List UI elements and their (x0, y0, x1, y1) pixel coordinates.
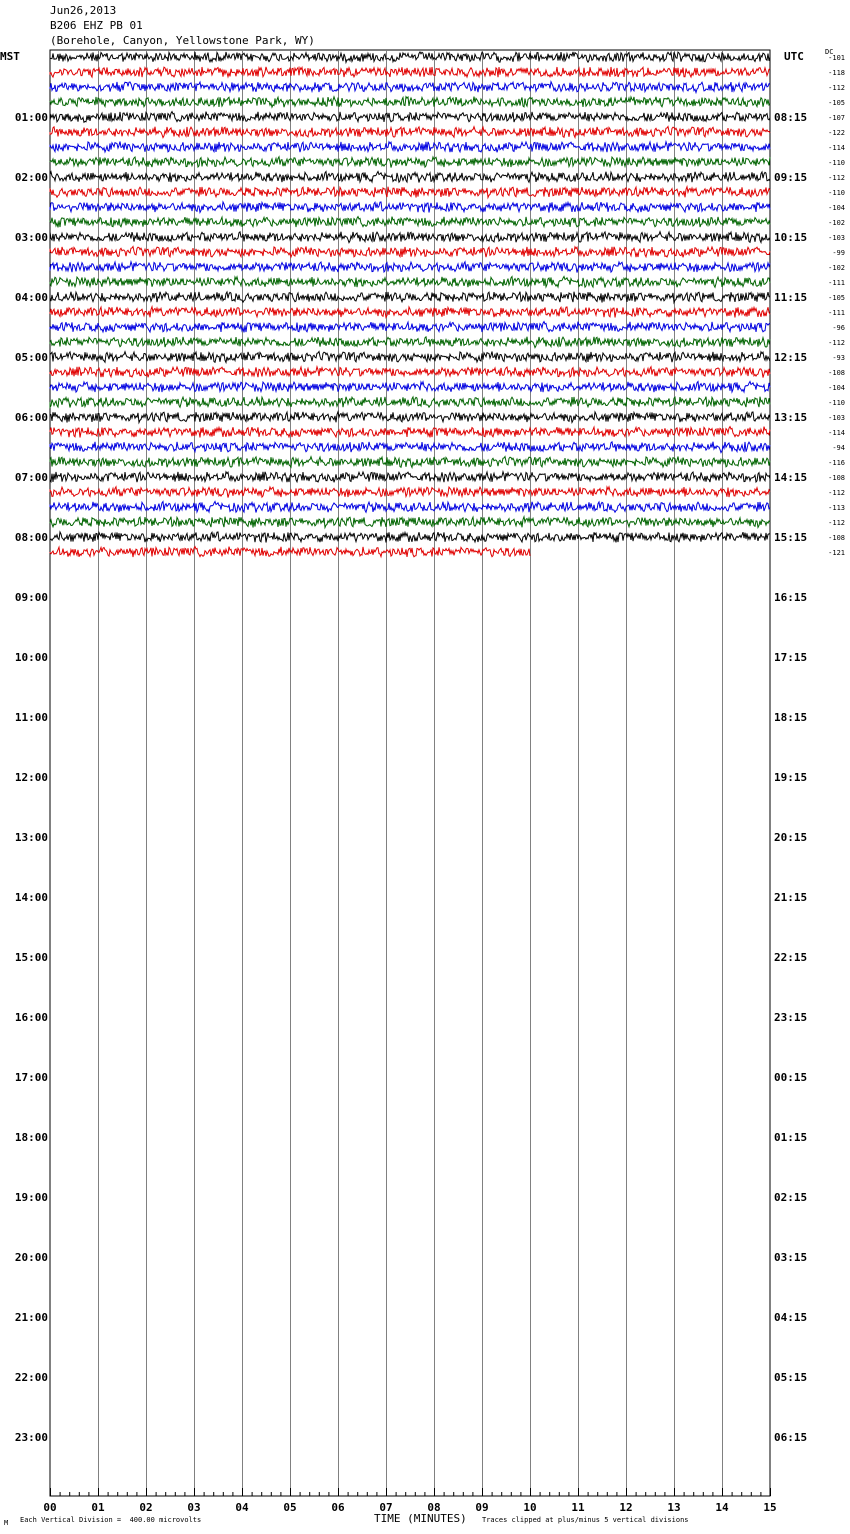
dc-offset-label: -112 (828, 84, 845, 92)
seismic-trace (50, 217, 770, 228)
left-hour-label: 17:00 (14, 1071, 48, 1084)
right-hour-label: 20:15 (774, 831, 808, 844)
right-hour-label: 18:15 (774, 711, 808, 724)
dc-offset-label: -102 (828, 264, 845, 272)
seismic-trace (50, 292, 770, 303)
seismic-trace (50, 382, 770, 393)
left-hour-label: 15:00 (14, 951, 48, 964)
left-hour-label: 01:00 (14, 111, 48, 124)
x-tick-label: 14 (715, 1501, 729, 1514)
seismic-trace (50, 202, 770, 213)
left-hour-label: 10:00 (14, 651, 48, 664)
right-hour-label: 06:15 (774, 1431, 808, 1444)
right-hour-label: 22:15 (774, 951, 808, 964)
right-hour-label: 04:15 (774, 1311, 808, 1324)
dc-offset-label: -108 (828, 369, 845, 377)
right-hour-label: 03:15 (774, 1251, 808, 1264)
dc-offset-label: -110 (828, 159, 845, 167)
dc-offset-label: -112 (828, 174, 845, 182)
left-hour-label: 19:00 (14, 1191, 48, 1204)
dc-offset-header: DC (825, 48, 834, 56)
dc-offset-label: -108 (828, 534, 845, 542)
right-timezone-label: UTC (784, 50, 804, 63)
left-hour-label: 13:00 (14, 831, 48, 844)
dc-offset-label: -108 (828, 474, 845, 482)
logo-mark: M (4, 1519, 9, 1527)
seismic-trace (50, 472, 770, 483)
station-code: B206 EHZ PB 01 (50, 19, 143, 32)
right-hour-label: 14:15 (774, 471, 808, 484)
seismic-trace (50, 517, 770, 528)
left-hour-label: 08:00 (14, 531, 48, 544)
seismic-trace (50, 352, 770, 363)
seismic-trace (50, 427, 770, 438)
dc-offset-label: -111 (828, 279, 845, 287)
x-tick-label: 08 (427, 1501, 441, 1514)
left-hour-label: 14:00 (14, 891, 48, 904)
seismic-trace (50, 262, 770, 273)
left-hour-label: 22:00 (14, 1371, 48, 1384)
x-tick-label: 09 (475, 1501, 489, 1514)
dc-offset-label: -113 (828, 504, 845, 512)
x-tick-label: 11 (571, 1501, 585, 1514)
right-hour-label: 11:15 (774, 291, 808, 304)
seismic-trace (50, 487, 770, 498)
right-hour-label: 10:15 (774, 231, 808, 244)
left-hour-label: 18:00 (14, 1131, 48, 1144)
dc-offset-label: -102 (828, 219, 845, 227)
left-hour-label: 05:00 (14, 351, 48, 364)
right-hour-label: 01:15 (774, 1131, 808, 1144)
x-tick-label: 12 (619, 1501, 633, 1514)
seismic-trace (50, 97, 770, 108)
left-hour-label: 06:00 (14, 411, 48, 424)
seismic-trace (50, 367, 770, 378)
dc-offset-label: -105 (828, 99, 845, 107)
x-tick-label: 06 (331, 1501, 345, 1514)
right-hour-label: 15:15 (774, 531, 808, 544)
x-tick-label: 03 (187, 1501, 201, 1514)
left-hour-label: 20:00 (14, 1251, 48, 1264)
seismic-trace (50, 457, 770, 468)
seismic-trace (50, 247, 770, 258)
seismic-trace (50, 82, 770, 93)
seismic-trace (50, 397, 770, 408)
seismic-trace (50, 157, 770, 168)
right-hour-label: 08:15 (774, 111, 808, 124)
right-hour-label: 16:15 (774, 591, 808, 604)
dc-offset-label: -110 (828, 399, 845, 407)
dc-offset-label: -112 (828, 489, 845, 497)
right-hour-label: 17:15 (774, 651, 808, 664)
dc-offset-label: -104 (828, 204, 845, 212)
seismic-trace (50, 502, 770, 513)
seismic-trace (50, 232, 770, 243)
left-hour-label: 02:00 (14, 171, 48, 184)
right-hour-label: 00:15 (774, 1071, 808, 1084)
dc-offset-label: -103 (828, 234, 845, 242)
dc-offset-label: -101 (828, 54, 845, 62)
left-hour-label: 11:00 (14, 711, 48, 724)
seismic-trace (50, 277, 770, 288)
dc-offset-label: -110 (828, 189, 845, 197)
dc-offset-label: -104 (828, 384, 845, 392)
clip-note: Traces clipped at plus/minus 5 vertical divisions (482, 1516, 689, 1524)
right-hour-label: 05:15 (774, 1371, 808, 1384)
right-hour-label: 23:15 (774, 1011, 808, 1024)
dc-offset-label: -107 (828, 114, 845, 122)
seismic-trace (50, 112, 770, 123)
x-tick-label: 10 (523, 1501, 537, 1514)
seismic-trace (50, 532, 770, 543)
left-hour-label: 09:00 (14, 591, 48, 604)
dc-offset-label: -114 (828, 144, 845, 152)
seismic-trace (50, 142, 770, 153)
dc-offset-label: -99 (832, 249, 845, 257)
dc-offset-label: -118 (828, 69, 845, 77)
station-location: (Borehole, Canyon, Yellowstone Park, WY) (50, 34, 315, 47)
seismic-trace (50, 337, 770, 348)
dc-offset-label: -93 (832, 354, 845, 362)
right-hour-label: 09:15 (774, 171, 808, 184)
x-tick-label: 07 (379, 1501, 393, 1514)
x-tick-label: 02 (139, 1501, 153, 1514)
seismic-trace (50, 442, 770, 453)
seismic-trace (50, 187, 770, 198)
right-hour-label: 02:15 (774, 1191, 808, 1204)
vertical-scale-note: Each Vertical Division = 400.00 microvolts (20, 1516, 202, 1524)
left-hour-label: 23:00 (14, 1431, 48, 1444)
x-axis-title: TIME (MINUTES) (374, 1512, 467, 1525)
dc-offset-label: -112 (828, 519, 845, 527)
x-tick-label: 15 (763, 1501, 777, 1514)
right-hour-label: 12:15 (774, 351, 808, 364)
left-hour-label: 03:00 (14, 231, 48, 244)
seismic-trace (50, 52, 770, 63)
dc-offset-label: -114 (828, 429, 845, 437)
right-hour-label: 13:15 (774, 411, 808, 424)
seismic-trace (50, 322, 770, 333)
dc-offset-label: -103 (828, 414, 845, 422)
x-tick-label: 04 (235, 1501, 249, 1514)
left-hour-label: 07:00 (14, 471, 48, 484)
dc-offset-label: -105 (828, 294, 845, 302)
left-hour-label: 21:00 (14, 1311, 48, 1324)
dc-offset-label: -94 (832, 444, 845, 452)
seismic-trace (50, 127, 770, 138)
x-tick-label: 00 (43, 1501, 57, 1514)
seismic-trace (50, 307, 770, 318)
dc-offset-label: -112 (828, 339, 845, 347)
left-hour-label: 12:00 (14, 771, 48, 784)
dc-offset-label: -121 (828, 549, 845, 557)
seismic-trace (50, 67, 770, 77)
right-hour-label: 21:15 (774, 891, 808, 904)
seismic-trace (50, 412, 770, 423)
x-tick-label: 01 (91, 1501, 105, 1514)
x-tick-label: 05 (283, 1501, 297, 1514)
dc-offset-label: -111 (828, 309, 845, 317)
plot-date: Jun26,2013 (50, 4, 117, 17)
left-hour-label: 04:00 (14, 291, 48, 304)
right-hour-label: 19:15 (774, 771, 808, 784)
left-hour-label: 16:00 (14, 1011, 48, 1024)
dc-offset-label: -122 (828, 129, 845, 137)
dc-offset-label: -96 (832, 324, 845, 332)
left-timezone-label: MST (0, 50, 20, 63)
seismic-trace (50, 172, 770, 183)
dc-offset-label: -116 (828, 459, 845, 467)
x-tick-label: 13 (667, 1501, 681, 1514)
